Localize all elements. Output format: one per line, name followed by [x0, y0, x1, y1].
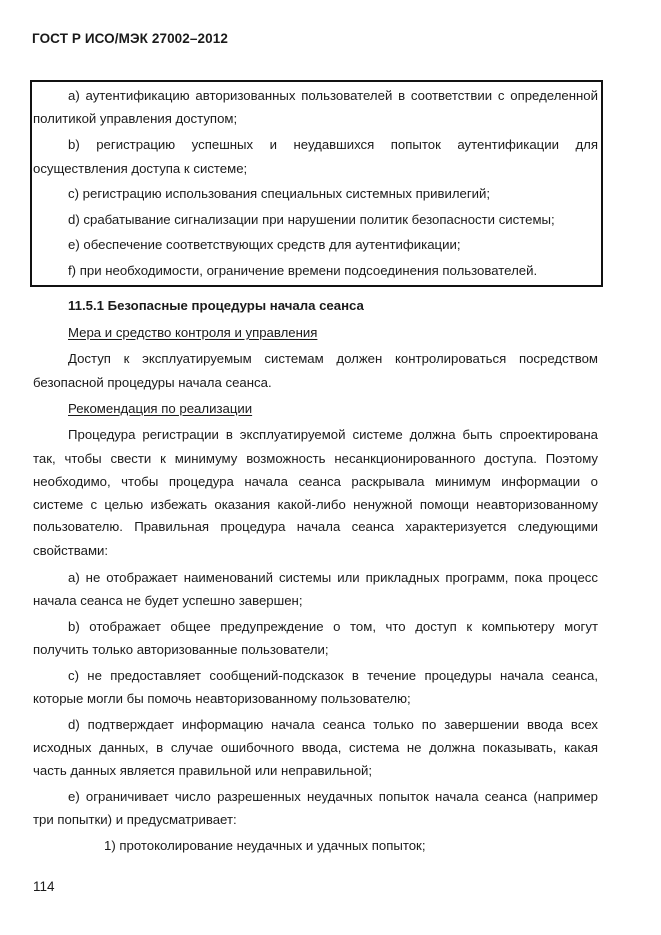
list-line: c) не предоставляет сообщений-подсказок в течение процедуры начала сеанса, [68, 668, 598, 683]
control-line: безопасной процедуры начала сеанса. [33, 375, 272, 390]
list-line: e) ограничивает число разрешенных неудачных попыток начала сеанса (например [68, 789, 598, 804]
guidance-line: свойствами: [33, 543, 109, 558]
box-line: d) срабатывание сигнализации при нарушении политик безопасности системы; [68, 212, 555, 227]
list-line: a) не отображает наименований системы или прикладных программ, пока процесс [68, 570, 598, 585]
list-line: начала сеанса не будет успешно завершен; [33, 593, 303, 608]
sub-list-line: 1) протоколирование неудачных и удачных попыток; [104, 838, 426, 853]
box-line: e) обеспечение соответствующих средств для аутентификации; [68, 237, 461, 252]
box-line: f) при необходимости, ограничение времени подсоединения пользователей. [68, 263, 538, 278]
list-line: d) подтверждает информацию начала сеанса только по завершении ввода всех [68, 717, 598, 732]
list-line: получить только авторизованные пользователи; [33, 642, 329, 657]
list-line: три попытки) и предусматривает: [33, 812, 237, 827]
guidance-line: так, чтобы свести к минимуму возможность несанкционированного доступа. Поэтому [33, 451, 598, 466]
list-line: которые могли бы помочь неавторизованному пользователю; [33, 691, 411, 706]
list-line: исходных данных, в случае ошибочного ввода, система не должна показывать, какая [33, 740, 598, 755]
list-line: часть данных является правильной или неправильной; [33, 763, 373, 778]
control-title: Мера и средство контроля и управления [68, 325, 318, 340]
box-line: a) аутентификацию авторизованных пользователей в соответствии с определенной [68, 88, 598, 103]
box-line: b) регистрацию успешных и неудавшихся попыток аутентификации для [68, 137, 598, 152]
box-line: политикой управления доступом; [33, 111, 238, 126]
guidance-title: Рекомендация по реализации [68, 401, 253, 416]
guidance-line: Процедура регистрации в эксплуатируемой системе должна быть спроектирована [68, 427, 598, 442]
box-line: c) регистрацию использования специальных системных привилегий; [68, 186, 491, 201]
list-line: b) отображает общее предупреждение о том, что доступ к компьютеру могут [68, 619, 598, 634]
guidance-line: пользователю. Правильная процедура начала сеанса характеризуется следующими [33, 519, 598, 534]
guidance-line: необходимо, чтобы процедура начала сеанса раскрывала минимум информации о [33, 474, 598, 489]
page-number: 114 [33, 879, 55, 894]
control-line: Доступ к эксплуатируемым системам должен контролироваться посредством [68, 351, 598, 366]
guidance-line: системе с целью избежать оказания какой-либо ненужной помощи неавторизованному [33, 497, 598, 512]
section-heading: 11.5.1 Безопасные процедуры начала сеанса [68, 298, 364, 313]
box-line: осуществления доступа к системе; [33, 161, 248, 176]
document-header: ГОСТ Р ИСО/МЭК 27002–2012 [32, 31, 228, 46]
